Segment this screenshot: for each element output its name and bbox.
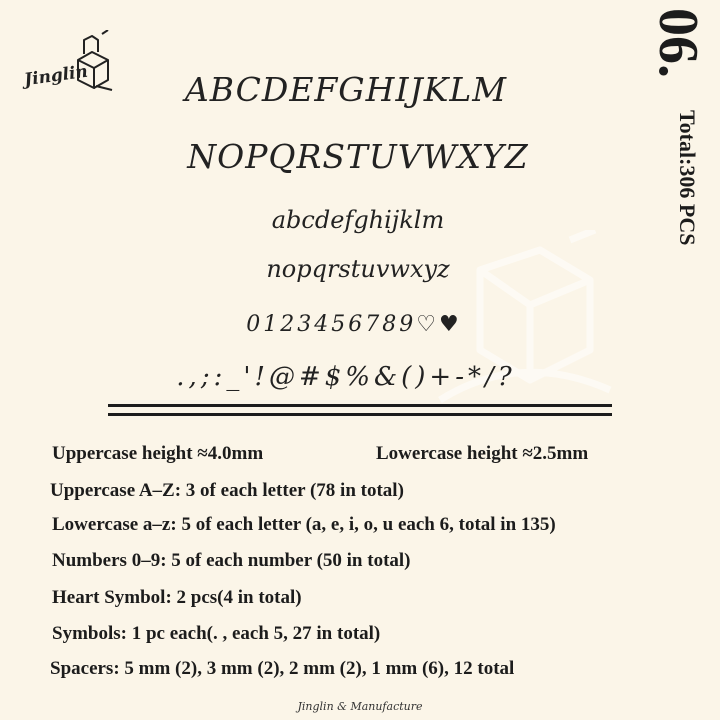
symbols-count: Symbols: 1 pc each(. , each 5, 27 in total): [52, 623, 381, 644]
lowercase-count: Lowercase a–z: 5 of each letter (a, e, i, o, u each 6, total in 135): [52, 514, 556, 535]
uppercase-count: Uppercase A–Z: 3 of each letter (78 in total): [50, 480, 404, 501]
uppercase-row-2: NOPQRSTUVWXYZ: [187, 137, 529, 176]
brand-logo-text: Jinglin: [22, 61, 90, 91]
footer-brand: Jinglin & Manufacture: [297, 700, 423, 713]
symbols-row: .,;:_'!@#$%&()+-*/?: [176, 362, 516, 392]
lowercase-height: Lowercase height ≈2.5mm: [376, 443, 589, 464]
uppercase-height: Uppercase height ≈4.0mm: [52, 443, 264, 464]
style-number: 06.: [647, 8, 709, 78]
heart-count: Heart Symbol: 2 pcs(4 in total): [52, 587, 302, 608]
uppercase-row-1: ABCDEFGHIJKLM: [184, 70, 508, 109]
digits-row: 0123456789♡♥: [246, 312, 462, 337]
lowercase-row-2: nopqrstuvwxyz: [266, 255, 450, 283]
numbers-count: Numbers 0–9: 5 of each number (50 in total): [52, 550, 411, 571]
divider-top: [108, 404, 612, 407]
lowercase-row-1: abcdefghijklm: [271, 206, 445, 234]
total-count: Total:306 PCS: [675, 110, 700, 246]
divider-bottom: [108, 413, 612, 416]
spacers-count: Spacers: 5 mm (2), 3 mm (2), 2 mm (2), 1 mm (6), 12 total: [50, 658, 515, 679]
